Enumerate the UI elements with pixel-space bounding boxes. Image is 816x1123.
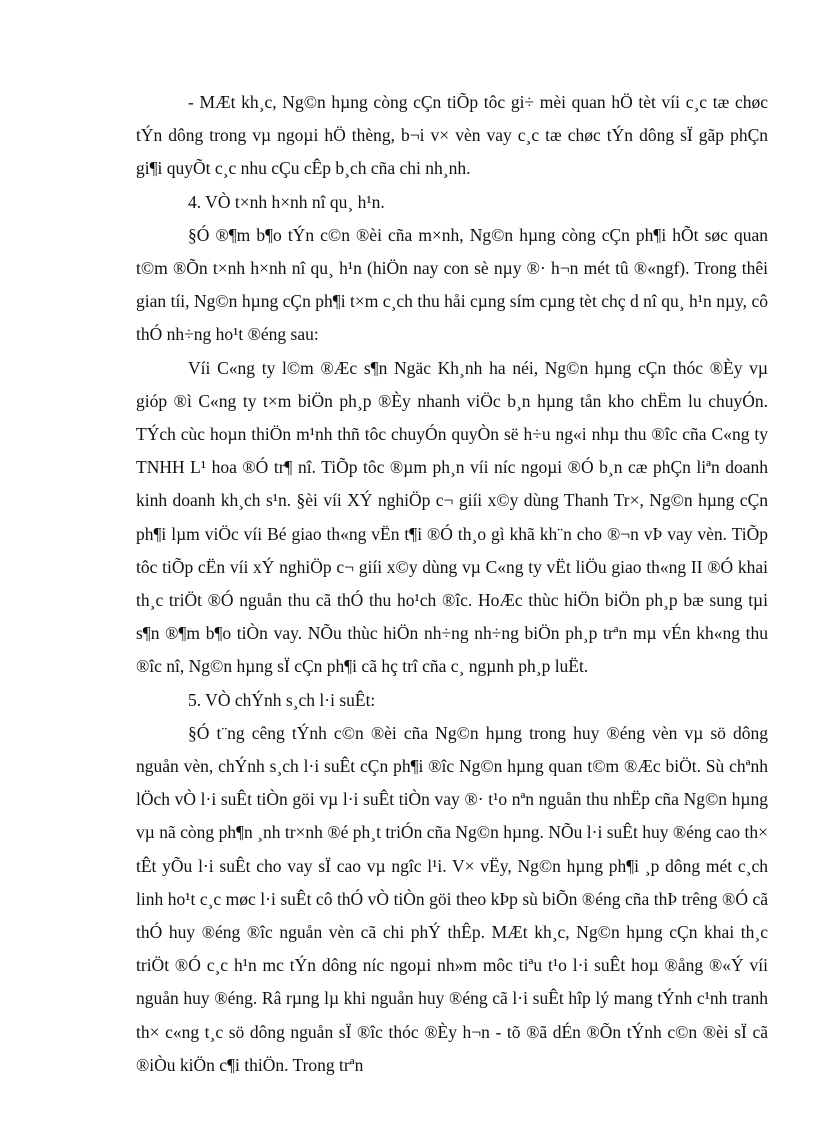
document-body: [136, 86, 768, 1082]
paragraph-3: Víi C«ng ty l©m ®Æc s¶n Ngäc Kh¸nh ha néi, Ng©n hµng cÇn thóc ®Èy vµ gióp ®ì C«ng ty t×m biÖn ph¸p ®Èy nhanh viÖc b¸n hµng tån kho chËm lu chuyÓn. TÝch cùc hoµn thiÖn m¹nh thñ tôc chuyÓn quyÒn së h÷u ng«i nhµ thu ®îc cña C«ng ty TNHH L¹ hoa ®Ó tr¶ nî. TiÕp tôc ®µm ph¸n víi níc ngoµi ®Ó b¸n cæ phÇn liªn doanh kinh doanh kh¸ch s¹n. §èi víi XÝ nghiÖp c¬ giíi x©y dùng Thanh Tr×, Ng©n hµng cÇn ph¶i lµm viÖc víi Bé giao th«ng vËn t¶i ®Ó th¸o gì khã kh¨n cho ®¬n vÞ vay vèn. TiÕp tôc tiÕp cËn víi xÝ nghiÖp c¬ giíi x©y dùng vµ C«ng ty vËt liÖu giao th«ng II ®Ó khai th¸c triÖt ®Ó nguån thu cã thÓ thu ho¹ch ®îc. HoÆc thùc hiÖn biÖn ph¸p bæ sung tµi s¶n ®¶m b¶o tiÒn vay. NÕu thùc hiÖn nh÷ng nh÷ng biÖn ph¸p trªn mµ vÉn kh«ng thu ®îc nî, Ng©n hµng sÏ cÇn ph¶i cã hç trî cña c¸ ngµnh ph¸p luËt.: [136, 357, 768, 677]
section-heading-5: 5. VÒ chÝnh s¸ch l·i suÊt:: [188, 689, 376, 710]
paragraph-1: - MÆt kh¸c, Ng©n hµng còng cÇn tiÕp tôc gi÷ mèi quan hÖ tèt víi c¸c tæ chøc tÝn dông trong vµ ngoµi hÖ thèng, b¬i v× vèn vay c¸c tæ chøc tÝn dông sÏ gãp phÇn gi¶i quyÕt c¸c nhu cÇu cÊp b¸ch cña chi nh¸nh.: [136, 92, 768, 179]
section-heading-4: 4. VÒ t×nh h×nh nî qu¸ h¹n.: [188, 191, 385, 212]
paragraph-2: §Ó ®¶m b¶o tÝn c©n ®èi cña m×nh, Ng©n hµng còng cÇn ph¶i hÕt søc quan t©m ®Õn t×nh h×nh nî qu¸ h¹n (hiÖn nay con sè nµy ®· h¬n mét tû ®«ngf). Trong thêi gian tíi, Ng©n hµng cÇn ph¶i t×m c¸ch thu håi cµng sím cµng tèt chç d nî qu¸ h¹n nµy, cô thÓ nh÷ng ho¹t ®éng sau:: [136, 224, 768, 345]
paragraph-4: §Ó t¨ng cêng tÝnh c©n ®èi cña Ng©n hµng trong huy ®éng vèn vµ sö dông nguån vèn, chÝnh s¸ch l·i suÊt cÇn ph¶i ®îc Ng©n hµng quan t©m ®Æc biÖt. Sù chªnh lÖch vÒ l·i suÊt tiÒn göi vµ l·i suÊt tiÒn vay ®· t¹o nªn nguån thu nhËp cña Ng©n hµng vµ nã còng ph¶n ¸nh tr×nh ®é ph¸t triÓn cña Ng©n hµng. NÕu l·i suÊt huy ®éng cao th× tÊt yÕu l·i suÊt cho vay sÏ cao vµ ngîc l¹i. V× vËy, Ng©n hµng ph¶i ¸p dông mét c¸ch linh ho¹t c¸c møc l·i suÊt cô thÓ vÒ tiÒn göi theo kÞp sù biÕn ®éng cña thÞ trêng ®Ó cã thÓ huy ®éng ®îc nguån vèn cã chi phÝ thÊp. MÆt kh¸c, Ng©n hµng cÇn khai th¸c triÖt ®Ó c¸c h¹n mc tÝn dông níc ngoµi nh»m môc tiªu t¹o l·i suÊt hoµ ®ång ®«Ý víi nguån huy ®éng. Râ rµng lµ khi nguån huy ®éng cã l·i suÊt hîp lý mang tÝnh c¹nh tranh th× c«ng t¸c sö dông nguån sÏ ®îc thóc ®Èy h¬n - tõ ®ã dÉn ®Õn tÝnh c©n ®èi sÏ cã ®iÒu kiÖn c¶i thiÖn. Trong trªn: [136, 722, 768, 1075]
